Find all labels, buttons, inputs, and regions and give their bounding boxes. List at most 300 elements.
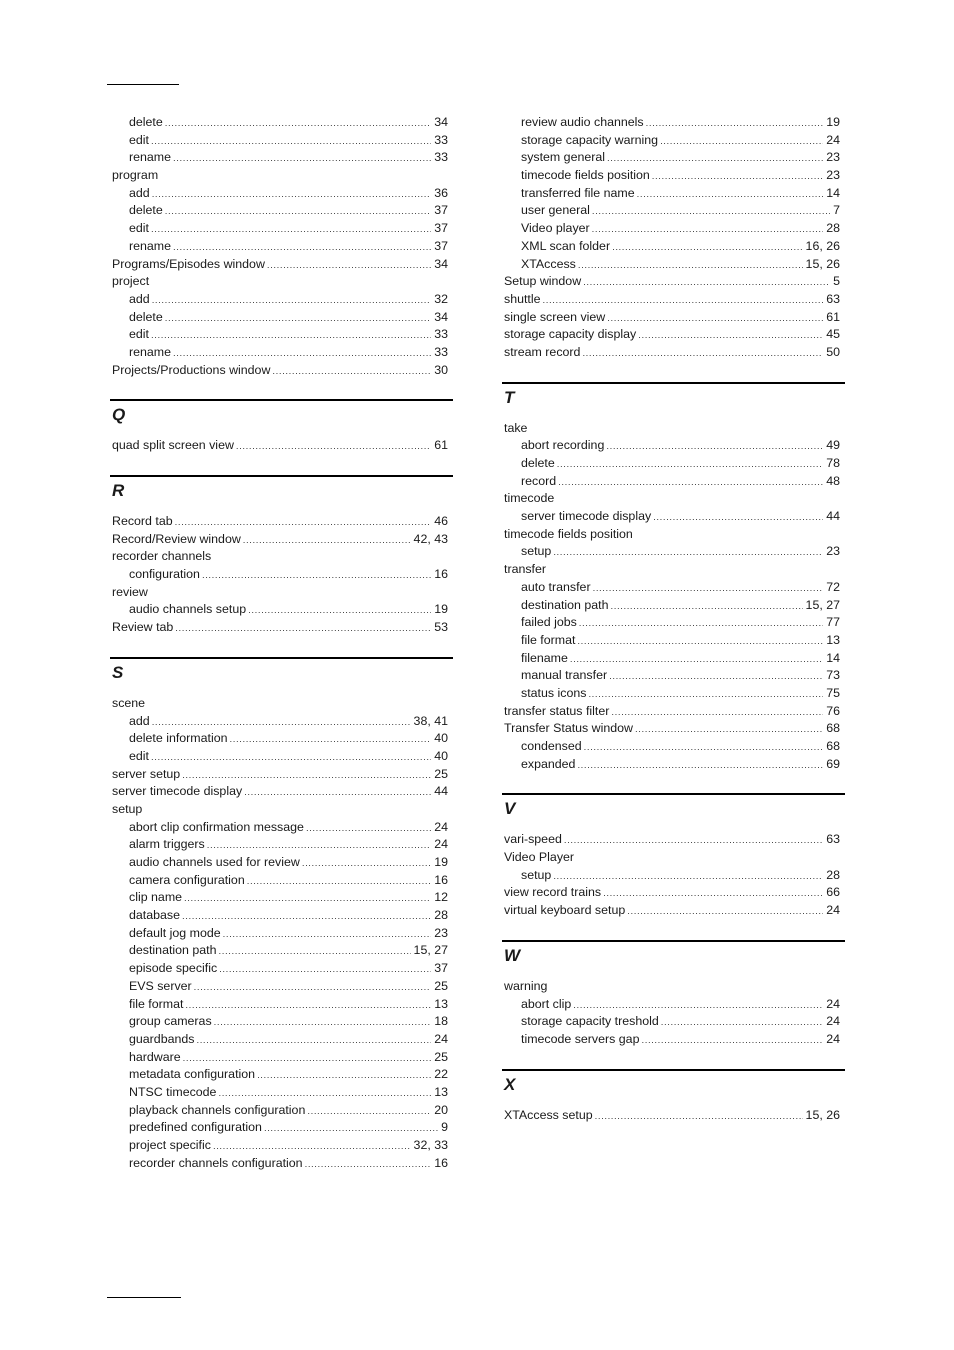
page-reference: 24	[826, 1014, 840, 1029]
index-term: auto transfer	[521, 579, 591, 594]
page-reference: 25	[434, 766, 448, 781]
index-entry-rename	[112, 238, 448, 256]
index-section-v	[504, 793, 840, 919]
dot-leader	[577, 633, 823, 651]
page-reference: 7	[833, 203, 840, 218]
dot-leader	[207, 837, 431, 855]
page-reference: 12	[434, 890, 448, 905]
index-entry-rename	[112, 149, 448, 167]
index-term: XML scan folder	[521, 238, 611, 253]
dot-leader	[257, 1067, 431, 1085]
index-entry-file-format	[112, 996, 448, 1014]
index-term: audio channels setup	[129, 602, 247, 617]
dot-leader	[558, 474, 823, 492]
dot-leader	[553, 544, 823, 562]
index-entry-edit	[112, 220, 448, 238]
dot-leader	[612, 239, 802, 257]
index-entry-take	[504, 420, 840, 438]
index-entry-transfer	[504, 561, 840, 579]
page-reference: 23	[826, 544, 840, 559]
index-term: audio channels used for review	[129, 855, 300, 869]
index-term: configuration	[129, 567, 200, 582]
index-term: episode specific	[129, 961, 218, 976]
index-term: Projects/Productions window	[112, 362, 271, 377]
dot-leader	[306, 820, 431, 838]
index-entry-server-timecode-display	[112, 783, 448, 801]
index-term: Record/Review window	[112, 531, 241, 546]
page-reference: 63	[826, 291, 840, 306]
index-entry-delete	[112, 309, 448, 327]
index-entry-audio-channels-used-for-review	[112, 854, 448, 872]
index-term: guardbands	[129, 1031, 195, 1046]
index-term: metadata configuration	[129, 1067, 256, 1082]
index-term: take	[504, 420, 528, 435]
page-reference: 25	[434, 978, 448, 993]
index-term: failed jobs	[521, 615, 577, 630]
dot-leader	[272, 363, 431, 381]
index-entry-edit	[112, 326, 448, 344]
index-term: warning	[504, 978, 548, 993]
dot-leader	[173, 239, 431, 257]
index-entry-transfer-status-window	[504, 720, 840, 738]
dot-leader	[247, 873, 431, 891]
index-term: Video player	[521, 221, 590, 236]
index-entry-system-general	[504, 149, 840, 167]
index-entry-storage-capacity-warning	[504, 132, 840, 150]
dot-leader	[219, 961, 431, 979]
index-term: shuttle	[504, 291, 541, 306]
index-term: edit	[129, 327, 149, 342]
dot-leader	[564, 832, 823, 850]
index-entry-record-review-window	[112, 531, 448, 549]
page-reference: 5	[833, 274, 840, 289]
index-entry-server-timecode-display	[504, 508, 840, 526]
dot-leader	[607, 150, 823, 168]
page-reference: 34	[434, 309, 448, 324]
page-reference: 68	[826, 739, 840, 753]
page-reference: 13	[434, 996, 448, 1011]
index-term: quad split screen view	[112, 438, 234, 453]
page-reference: 30	[434, 362, 448, 377]
index-entry-alarm-triggers	[112, 836, 448, 854]
page-reference: 28	[826, 221, 840, 236]
page-reference: 75	[826, 685, 840, 700]
index-entry-setup-window	[504, 273, 840, 291]
index-entry-review-tab	[112, 619, 448, 637]
dot-leader	[584, 739, 824, 757]
index-entry-expanded	[504, 756, 840, 774]
index-entry-configuration	[112, 566, 448, 584]
index-entry-storage-capacity-display	[504, 326, 840, 344]
dot-leader	[588, 686, 823, 704]
page-reference: 78	[826, 456, 840, 470]
section-letter: Q	[112, 405, 126, 425]
index-entry-record	[504, 473, 840, 491]
index-entry-video-player	[504, 849, 840, 867]
index-entry-destination-path	[112, 942, 448, 960]
header-rule	[107, 84, 179, 85]
page-reference: 23	[826, 168, 840, 183]
index-term: delete	[129, 203, 163, 218]
dot-leader	[305, 1156, 432, 1174]
index-term: server timecode display	[521, 509, 652, 524]
page-reference: 61	[826, 309, 840, 324]
index-section-x	[504, 1069, 840, 1125]
index-entry-episode-specific	[112, 960, 448, 978]
dot-leader	[151, 327, 431, 345]
page-reference: 16	[434, 872, 448, 887]
index-column-left	[112, 114, 448, 1172]
index-term: group cameras	[129, 1014, 212, 1029]
page-reference: 49	[826, 438, 840, 453]
page-reference: 42, 43	[413, 531, 448, 546]
index-term: default jog mode	[129, 925, 221, 940]
section-header	[502, 382, 845, 420]
page-reference: 37	[434, 238, 448, 253]
dot-leader	[230, 731, 432, 749]
index-term: edit	[129, 221, 149, 236]
page-reference: 16	[434, 567, 448, 582]
index-entry-delete-information	[112, 730, 448, 748]
page-reference: 13	[826, 632, 840, 647]
dot-leader	[248, 602, 431, 620]
page-reference: 73	[826, 668, 840, 683]
index-entry-metadata-configuration	[112, 1066, 448, 1084]
dot-leader	[223, 926, 432, 944]
index-term: transfer	[504, 562, 547, 577]
index-entry-recorder-channels-configuration	[112, 1155, 448, 1173]
page-reference: 44	[434, 784, 448, 799]
page-reference: 37	[434, 221, 448, 236]
dot-leader	[573, 997, 823, 1015]
index-entry-delete	[504, 455, 840, 473]
index-term: scene	[112, 695, 146, 710]
section-letter: W	[504, 945, 521, 965]
index-term: abort recording	[521, 438, 605, 453]
page-reference: 53	[434, 620, 448, 635]
index-entry-quad-split-screen-view	[112, 437, 448, 455]
index-entry-abort-recording	[504, 437, 840, 455]
dot-leader	[603, 885, 823, 903]
page-reference: 19	[434, 602, 448, 617]
page-reference: 44	[826, 509, 840, 524]
index-entry-project	[112, 273, 448, 291]
index-entry-stream-record	[504, 344, 840, 362]
index-term: predefined configuration	[129, 1120, 262, 1135]
index-term: server timecode display	[112, 784, 243, 799]
index-term: review	[112, 584, 148, 599]
index-term: add	[129, 185, 150, 200]
dot-leader	[553, 868, 823, 886]
page-reference: 28	[826, 867, 840, 882]
index-term: record	[521, 473, 557, 488]
index-entry-status-icons	[504, 685, 840, 703]
index-term: setup	[521, 867, 552, 882]
index-entry-abort-clip-confirmation-message	[112, 819, 448, 837]
dot-leader	[182, 767, 431, 785]
dot-leader	[175, 620, 431, 638]
index-entry-timecode-servers-gap	[504, 1031, 840, 1049]
section-header	[110, 475, 453, 513]
index-entry-delete	[112, 114, 448, 132]
dot-leader	[214, 1014, 432, 1032]
index-entry-program	[112, 167, 448, 185]
index-term: rename	[129, 238, 172, 253]
index-term: Setup window	[504, 274, 582, 289]
index-term: Review tab	[112, 620, 174, 635]
dot-leader	[579, 615, 823, 633]
index-column-right	[504, 114, 840, 1124]
index-term: file format	[521, 632, 576, 647]
page-reference: 16	[434, 1155, 448, 1170]
index-entry-edit	[112, 132, 448, 150]
index-term: transfer status filter	[504, 703, 610, 718]
index-term: Transfer Status window	[504, 721, 634, 736]
index-term: setup	[521, 544, 552, 559]
index-entry-auto-transfer	[504, 579, 840, 597]
dot-leader	[661, 1014, 823, 1032]
dot-leader	[152, 292, 432, 310]
dot-leader	[302, 855, 431, 873]
index-term: abort clip	[521, 996, 572, 1011]
index-section-t	[504, 382, 840, 774]
index-term: storage capacity display	[504, 327, 637, 342]
index-entry-file-format	[504, 632, 840, 650]
index-term: project specific	[129, 1138, 211, 1152]
dot-leader	[182, 908, 431, 926]
index-term: virtual keyboard setup	[504, 903, 626, 918]
index-section-w	[504, 940, 840, 1049]
index-term: Record tab	[112, 514, 173, 528]
dot-leader	[218, 1085, 431, 1103]
dot-leader	[607, 310, 823, 328]
index-term: camera configuration	[129, 872, 245, 887]
index-term: Programs/Episodes window	[112, 256, 265, 271]
index-term: timecode fields position	[521, 168, 650, 183]
index-term: alarm triggers	[129, 837, 205, 852]
page-reference: 40	[434, 731, 448, 746]
index-term: setup	[112, 801, 143, 816]
index-term: rename	[129, 344, 172, 359]
index-entry-record-tab	[112, 513, 448, 531]
index-entry-shuttle	[504, 291, 840, 309]
index-entry-playback-channels-configuration	[112, 1102, 448, 1120]
index-entry-view-record-trains	[504, 884, 840, 902]
index-entry-vari-speed	[504, 831, 840, 849]
dot-leader	[165, 115, 431, 133]
index-term: server setup	[112, 766, 181, 781]
index-term: condensed	[521, 739, 582, 753]
index-term: storage capacity warning	[521, 132, 659, 147]
index-term: timecode fields position	[504, 526, 633, 541]
page-reference: 69	[826, 756, 840, 771]
index-entry-rename	[112, 344, 448, 362]
index-entry-storage-capacity-treshold	[504, 1013, 840, 1031]
page-reference: 15, 26	[805, 256, 840, 271]
page-reference: 20	[434, 1102, 448, 1117]
dot-leader	[646, 115, 824, 133]
index-entry-timecode-fields-position	[504, 167, 840, 185]
page-reference: 40	[434, 748, 448, 763]
index-entry-recorder-channels	[112, 548, 448, 566]
index-term: edit	[129, 132, 149, 147]
index-entry-projects-productions-window	[112, 362, 448, 380]
index-term: project	[112, 274, 150, 289]
dot-leader	[577, 757, 823, 775]
page-reference: 37	[434, 961, 448, 976]
dot-leader	[557, 456, 823, 474]
page-reference: 37	[434, 203, 448, 218]
page-reference: 24	[434, 837, 448, 852]
page-reference: 61	[434, 438, 448, 453]
section-letter: X	[504, 1074, 516, 1094]
index-term: rename	[129, 150, 172, 165]
index-term: playback channels configuration	[129, 1102, 306, 1117]
section-letter: R	[112, 481, 125, 500]
dot-leader	[196, 1032, 431, 1050]
index-entry-add	[112, 713, 448, 731]
dot-leader	[185, 997, 431, 1015]
dot-leader	[635, 721, 823, 739]
section-letter: T	[504, 387, 515, 407]
dot-leader	[583, 274, 830, 292]
page-reference: 13	[434, 1084, 448, 1099]
index-term: review audio channels	[521, 115, 644, 129]
index-entry-setup	[504, 543, 840, 561]
dot-leader	[637, 186, 824, 204]
dot-leader	[570, 651, 823, 669]
page-reference: 24	[434, 819, 448, 834]
page-reference: 25	[434, 1049, 448, 1064]
page-reference: 24	[826, 903, 840, 918]
index-entry-group-cameras	[112, 1013, 448, 1031]
page-reference: 33	[434, 344, 448, 359]
index-term: status icons	[521, 685, 587, 700]
index-entry-hardware	[112, 1049, 448, 1067]
index-entry-user-general	[504, 202, 840, 220]
index-term: program	[112, 168, 159, 183]
dot-leader	[175, 514, 432, 532]
index-entry-add	[112, 185, 448, 203]
index-entry-video-player	[504, 220, 840, 238]
index-entry-abort-clip	[504, 996, 840, 1014]
index-term: recorder channels	[112, 549, 212, 564]
page-reference: 24	[826, 132, 840, 147]
index-term: abort clip confirmation message	[129, 819, 304, 834]
index-term: clip name	[129, 890, 183, 905]
index-entry-database	[112, 907, 448, 925]
dot-leader	[243, 532, 411, 550]
index-section-q	[112, 399, 448, 455]
page-reference: 18	[434, 1014, 448, 1029]
index-entry-review-audio-channels	[504, 114, 840, 132]
dot-leader	[641, 1032, 823, 1050]
section-header	[110, 399, 453, 437]
index-entry-timecode	[504, 490, 840, 508]
index-entry-delete	[112, 202, 448, 220]
page-reference: 15, 27	[805, 597, 840, 612]
index-term: EVS server	[129, 978, 192, 993]
page-reference: 34	[434, 115, 448, 129]
index-entry-audio-channels-setup	[112, 601, 448, 619]
dot-leader	[652, 168, 823, 186]
index-term: filename	[521, 650, 568, 665]
index-entry-default-jog-mode	[112, 925, 448, 943]
index-term: manual transfer	[521, 668, 608, 683]
index-entry-virtual-keyboard-setup	[504, 902, 840, 920]
index-entry-xtaccess	[504, 256, 840, 274]
dot-leader	[173, 345, 431, 363]
index-term: destination path	[129, 943, 217, 958]
dot-leader	[592, 203, 830, 221]
page-reference: 50	[826, 344, 840, 359]
page-reference: 38, 41	[413, 713, 448, 728]
dot-leader	[611, 704, 823, 722]
index-entry-setup	[112, 801, 448, 819]
index-entry-timecode-fields-position	[504, 526, 840, 544]
page-reference: 16, 26	[805, 238, 840, 253]
index-entry-filename	[504, 650, 840, 668]
section-header	[502, 793, 845, 831]
page-reference: 63	[826, 832, 840, 847]
dot-leader	[267, 257, 431, 275]
index-term: edit	[129, 748, 149, 763]
dot-leader	[194, 979, 432, 997]
section-header	[502, 940, 845, 978]
index-section-s	[112, 657, 448, 1173]
index-entry-condensed	[504, 738, 840, 756]
page-reference: 48	[826, 473, 840, 488]
page-reference: 24	[826, 1031, 840, 1046]
index-entry-transferred-file-name	[504, 185, 840, 203]
page-reference: 19	[434, 855, 448, 869]
dot-leader	[152, 186, 432, 204]
index-term: delete information	[129, 731, 228, 746]
dot-leader	[173, 150, 431, 168]
dot-leader	[592, 221, 824, 239]
index-term: add	[129, 713, 150, 728]
index-term: transferred file name	[521, 185, 635, 200]
dot-leader	[609, 668, 823, 686]
page-reference: 66	[826, 885, 840, 900]
section-header	[110, 657, 453, 695]
dot-leader	[660, 133, 823, 151]
index-term: storage capacity treshold	[521, 1014, 659, 1029]
dot-leader	[582, 345, 823, 363]
index-entry-xtaccess-setup	[504, 1107, 840, 1125]
page-reference: 9	[441, 1120, 448, 1135]
index-entry-add	[112, 291, 448, 309]
index-entry-setup	[504, 867, 840, 885]
page-reference: 24	[826, 996, 840, 1011]
index-term: system general	[521, 150, 606, 165]
dot-leader	[653, 509, 823, 527]
page-reference: 19	[826, 115, 840, 129]
page-reference: 23	[826, 150, 840, 165]
index-entry-camera-configuration	[112, 872, 448, 890]
dot-leader	[593, 580, 824, 598]
index-entry-ntsc-timecode	[112, 1084, 448, 1102]
dot-leader	[219, 943, 411, 961]
page-reference: 33	[434, 150, 448, 165]
section-header	[502, 1069, 845, 1107]
index-term: destination path	[521, 597, 609, 612]
index-term: Video Player	[504, 850, 575, 865]
index-entry-warning	[504, 978, 840, 996]
index-entry-clip-name	[112, 889, 448, 907]
page-reference: 72	[826, 579, 840, 594]
index-term: user general	[521, 203, 590, 218]
